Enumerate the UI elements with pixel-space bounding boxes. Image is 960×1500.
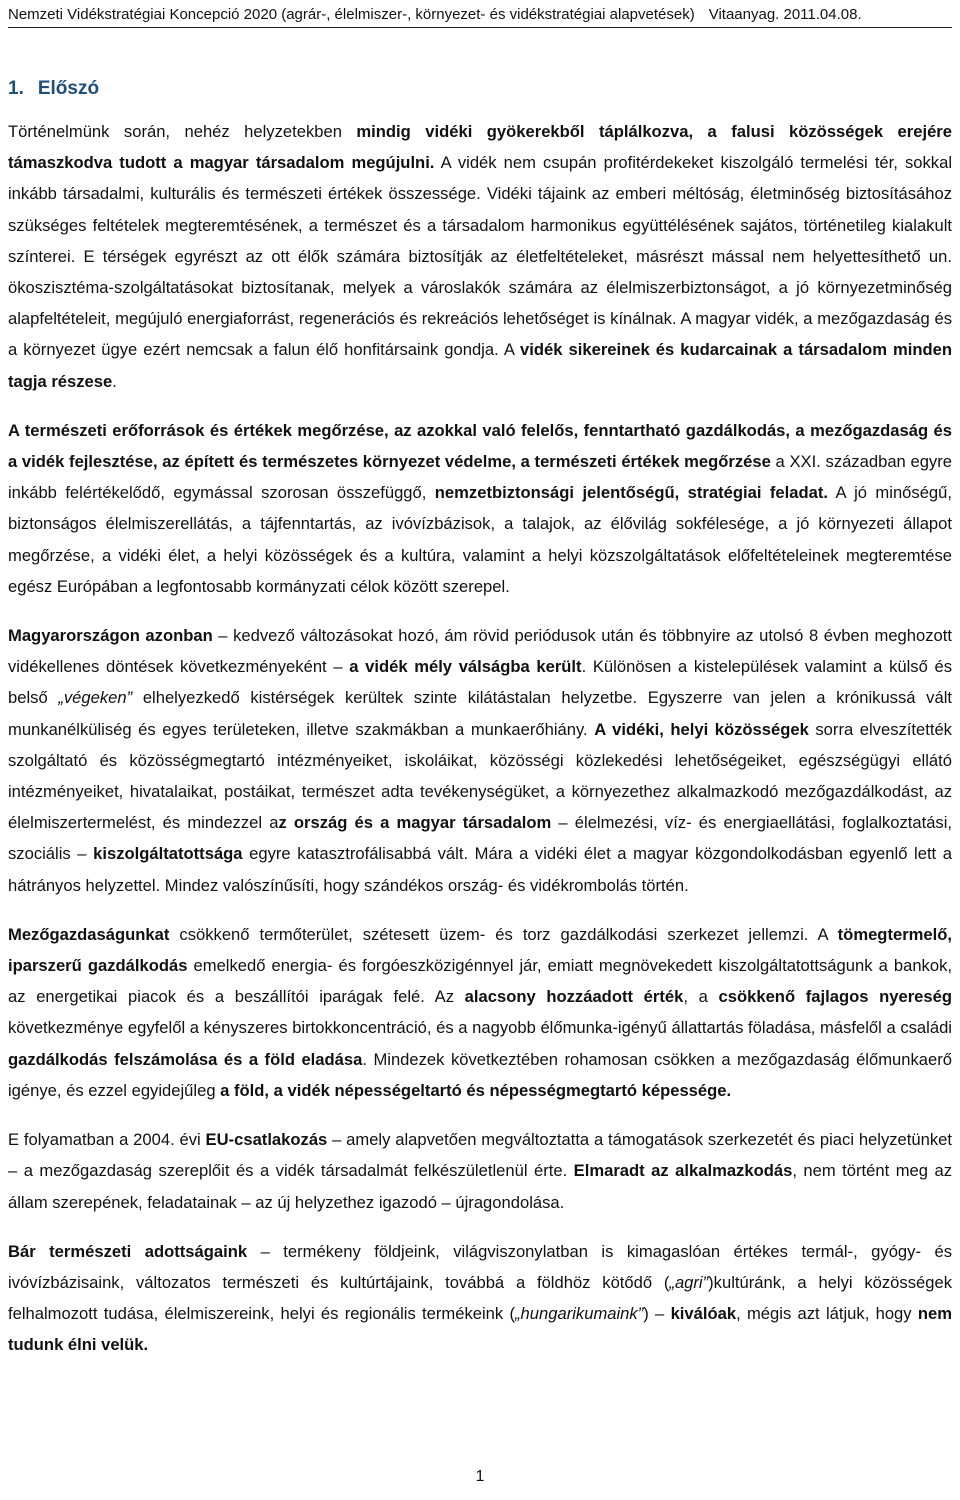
bold-text: a vidék mély válságba került — [349, 657, 582, 677]
bold-text: csökkenő fajlagos nyereség — [718, 987, 952, 1007]
bold-text: alacsony hozzáadott érték — [464, 987, 684, 1007]
bold-text: gazdálkodás felszámolása és a föld eladása — [8, 1049, 363, 1069]
section-title: Előszó — [37, 78, 100, 99]
bold-text: nemzetbiztonsági jelentőségű, stratégiai feladat. — [434, 483, 828, 503]
section-number: 1. — [8, 78, 24, 99]
header-title: Nemzeti Vidékstratégiai Koncepció 2020 (agrár-, élelmiszer-, környezet- és vidékstratégiai alapvetések) — [8, 6, 695, 23]
text-run: a XXI. században egyre inkább felértékelődő, egymással szorosan összefüggő, — [8, 452, 952, 503]
text-run: – élelmezési, víz- és energiaellátási, foglalkoztatási, szociális – — [8, 813, 953, 864]
bold-text: Mezőgazdaságunkat — [8, 924, 170, 944]
text-run: elhelyezkedő kistérségek kerültek szinte kilátástalan helyzetbe. Egyszerre van jelen a krónikussá vált munkanélküliség és egyes területeken, illetve szakmákban a munkaerőhiány. — [8, 688, 952, 739]
italic-text: „agri” — [669, 1272, 709, 1292]
text-run: A jó minőségű, biztonságos élelmiszerellátás, a tájfenntartás, az ivóvízbázisok, a talajok, az élővilág sokfélesége, a jó környezeti állapot megőrzése, a vidéki élet, a helyi közösségek és a kultúra, valamint a helyi közszolgáltatások előfeltételeinek megteremtése egész Európában a legfontosabb kormányzati célok között szerepel. — [8, 483, 952, 596]
section-heading — [8, 78, 99, 100]
text-run: – termékeny földjeink, világviszonylatban is kimagaslóan értékes termál-, gyógy- és ivóvízbázisaink, változatos természeti és kultúrtájaink, továbbá a földhöz kötődő ( — [8, 1241, 953, 1292]
text-run: ) – — [643, 1304, 671, 1324]
text-run: csökkenő termőterület, szétesett üzem- és torz gazdálkodási szerkezet jellemzi. A — [169, 924, 838, 944]
bold-text: A természeti erőforrások és értékek megőrzése, az azokkal való felelős, fenntartható gazdálkodás, a mezőgazdaság és a vidék fejlesztése, az épített és természetes környezet védelme, a természeti értékek megőrzése — [8, 420, 952, 472]
paragraph — [8, 919, 952, 1106]
italic-text: „hungarikumaink” — [515, 1304, 644, 1324]
italic-text: „végeken” — [58, 688, 133, 708]
running-header — [8, 6, 952, 28]
page-number: 1 — [475, 1468, 485, 1485]
text-run: – kedvező változásokat hozó, ám rövid periódusok után és többnyire az utolsó 8 évben meghozott vidékellenes döntések következményeként – — [8, 626, 952, 677]
text-run: – amely alapvetően megváltoztatta a támogatások szerkezetét és piaci helyzetünket – a mezőgazdaság szereplőit és a vidék társadalmát felkészületlenül érte. — [8, 1130, 952, 1181]
paragraph — [8, 1236, 952, 1361]
text-run: )kultúránk, a helyi közösségek felhalmozott tudása, élelmiszereink, helyi és regionális termékeink ( — [8, 1272, 952, 1324]
text-run: , nem történt meg az állam szerepének, feladatainak – az új helyzethez igazodó – újragondolása. — [8, 1161, 952, 1212]
bold-text: A vidéki, helyi közösségek — [594, 719, 809, 739]
text-run: következménye egyfelől a kényszeres birtokkoncentráció, és a nagyobb élőmunka-igényű állattartás föladása, másfelől a családi — [8, 1018, 952, 1038]
header-version: Vitaanyag. 2011.04.08. — [708, 6, 862, 23]
bold-text: mindig vidéki gyökerekből táplálkozva, a falusi közösségek erejére támaszkodva tudott a magyar társadalom megújulni. — [8, 122, 952, 173]
bold-text: vidék sikereinek és kudarcainak a társadalom minden tagja részese — [8, 340, 952, 391]
body-text — [8, 116, 952, 1379]
text-run: A vidék nem csupán profitérdekeket kiszolgáló termelési tér, sokkal inkább társadalmi, kulturális és természeti értékek összessége. Vidéki tájaink az emberi méltóság, életminőség biztosításához szükséges feltételek megteremtésének, a természet és a társadalom harmonikus együttélésének sajátos, történetileg kialakult színterei. E térségek egyrészt az ott élők számára biztosítják az életfeltételeket, másrészt mással nem helyettesíthető un. ökoszisztéma-szolgáltatásokat biztosítanak, melyek a városlakók számára az élelmiszerbiztonságot, a jó környezetminőség alapfeltételeit, megújuló energiaforrást, regenerációs és rekreációs lehetőséget is kínálnak. A magyar vidék, a mezőgazdaság és a környezet ügye ezért nemcsak a falun élő honfitársaink gondja. A — [8, 153, 953, 360]
paragraph — [8, 116, 952, 397]
text-run: , mégis azt látjuk, hogy — [736, 1304, 918, 1324]
text-run: , a — [683, 987, 719, 1007]
bold-text: a föld, a vidék népességeltartó és népességmegtartó képessége. — [220, 1080, 732, 1100]
bold-text: Magyarországon azonban — [8, 626, 213, 646]
text-run: emelkedő energia- és forgóeszközigénnyel jár, emiatt megnövekedett kiszolgáltatottságunk a bankok, az energetikai piacok és a beszállítói iparágak felé. Az — [8, 956, 952, 1007]
bold-text: Bár természeti adottságaink — [8, 1241, 248, 1261]
text-run: . Különösen a kistelepülések valamint a külső és belső — [8, 657, 953, 708]
bold-text: kiszolgáltatottsága — [93, 844, 243, 864]
text-run: E folyamatban a 2004. évi — [8, 1130, 206, 1150]
bold-text: Elmaradt az alkalmazkodás — [573, 1161, 793, 1181]
bold-text: kiválóak — [670, 1304, 737, 1324]
text-run: . — [112, 371, 117, 391]
text-run: sorra elveszítették szolgáltató és közösségmegtartó intézményeiket, iskoláikat, közösségi közlekedési lehetőségeiket, egészségügyi ellátó intézményeiket, hivatalaikat, postáikat, természet adta tevékenységüket, a környezethez alkalmazkodó mezőgazdálkodást, az élelmiszertermelést, és mindezzel a — [8, 719, 952, 833]
bold-text: EU-csatlakozás — [205, 1130, 328, 1150]
text-run: . Mindezek következtében rohamosan csökken a mezőgazdaság élőmunkaerő igénye, és ezzel egyidejűleg — [8, 1049, 952, 1100]
paragraph — [8, 620, 952, 901]
bold-text: nem tudunk élni velük. — [8, 1304, 952, 1355]
paragraph — [8, 415, 952, 602]
paragraph — [8, 1124, 952, 1218]
text-run: egyre katasztrofálisabbá vált. Mára a vidéki élet a magyar közgondolkodásban egyenlő lett a hátrányos helyzettel. Mindez valószínűsíti, hogy szándékos ország- és vidékrombolás történ. — [8, 844, 952, 895]
bold-text: tömegtermelő, iparszerű gazdálkodás — [8, 924, 952, 976]
text-run: Történelmünk során, nehéz helyzetekben — [8, 122, 357, 141]
bold-text: z ország és a magyar társadalom — [278, 813, 552, 833]
